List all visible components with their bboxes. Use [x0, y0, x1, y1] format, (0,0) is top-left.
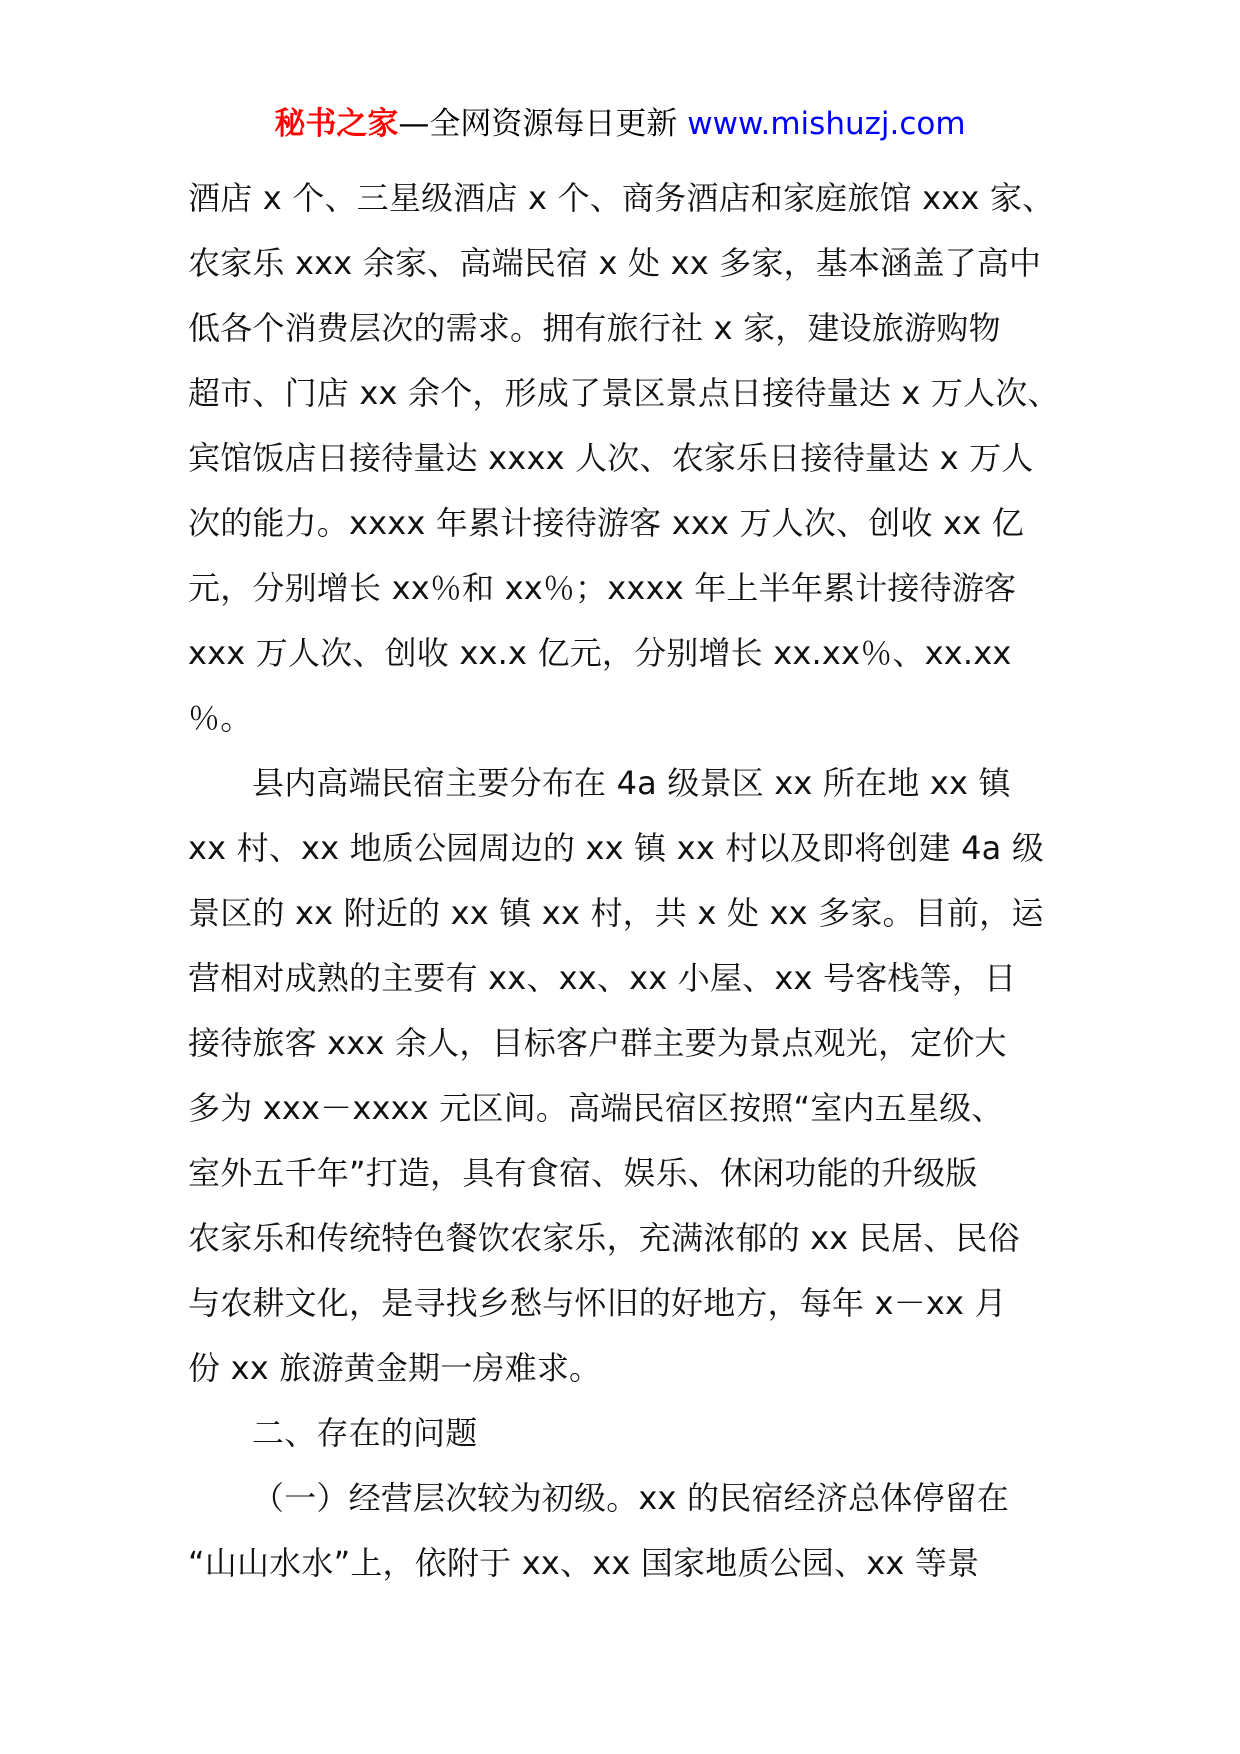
text-line: 次的能力。xxxx 年累计接待游客 xxx 万人次、创收 xx 亿 [188, 504, 1024, 542]
section-heading [188, 1401, 1068, 1466]
text-line: 超市、门店 xx 余个，形成了景区景点日接待量达 x 万人次、 [188, 374, 1060, 412]
section-title: 二、存在的问题 [252, 1414, 478, 1452]
text-line: 营相对成熟的主要有 xx、xx、xx 小屋、xx 号客栈等，日 [188, 959, 1017, 997]
text-line: xxx 万人次、创收 xx.x 亿元，分别增长 xx.xx％、xx.xx [188, 634, 1012, 672]
text-line: 室外五千年”打造，具有食宿、娱乐、休闲功能的升级版 [188, 1154, 978, 1192]
document-body [188, 166, 1068, 1596]
site-header [0, 102, 1240, 146]
text-line: 酒店 x 个、三星级酒店 x 个、商务酒店和家庭旅馆 xxx 家、 [188, 179, 1055, 217]
text-line: 多为 xxx－xxxx 元区间。高端民宿区按照“室内五星级、 [188, 1089, 1004, 1127]
site-url[interactable]: www.mishuzj.com [687, 106, 966, 142]
paragraph-problem-one [188, 1466, 1068, 1596]
text-line: 元，分别增长 xx％和 xx％；xxxx 年上半年累计接待游客 [188, 569, 1017, 607]
site-brand: 秘书之家 [274, 106, 399, 142]
text-line: 县内高端民宿主要分布在 4a 级景区 xx 所在地 xx 镇 [252, 764, 1011, 802]
text-line: （一）经营层次较为初级。xx 的民宿经济总体停留在 [252, 1479, 1010, 1517]
text-line: 低各个消费层次的需求。拥有旅行社 x 家，建设旅游购物 [188, 309, 1001, 347]
text-line: xx 村、xx 地质公园周边的 xx 镇 xx 村以及即将创建 4a 级 [188, 829, 1045, 867]
text-line: 农家乐 xxx 余家、高端民宿 x 处 xx 多家，基本涵盖了高中 [188, 244, 1042, 282]
text-line: 份 xx 旅游黄金期一房难求。 [188, 1349, 602, 1387]
text-line: 接待旅客 xxx 余人，目标客户群主要为景点观光，定价大 [188, 1024, 1007, 1062]
paragraph-high-end-homestays [188, 751, 1068, 1401]
text-line: 与农耕文化，是寻找乡愁与怀旧的好地方，每年 x－xx 月 [188, 1284, 1007, 1322]
paragraph-tourism-capacity [188, 166, 1068, 751]
text-line: ％。 [188, 699, 253, 737]
text-line: 景区的 xx 附近的 xx 镇 xx 村，共 x 处 xx 多家。目前，运 [188, 894, 1044, 932]
text-line: 宾馆饭店日接待量达 xxxx 人次、农家乐日接待量达 x 万人 [188, 439, 1034, 477]
site-tagline: —全网资源每日更新 [398, 106, 678, 142]
text-line: “山山水水”上，依附于 xx、xx 国家地质公园、xx 等景 [188, 1544, 980, 1582]
text-line: 农家乐和传统特色餐饮农家乐，充满浓郁的 xx 民居、民俗 [188, 1219, 1020, 1257]
